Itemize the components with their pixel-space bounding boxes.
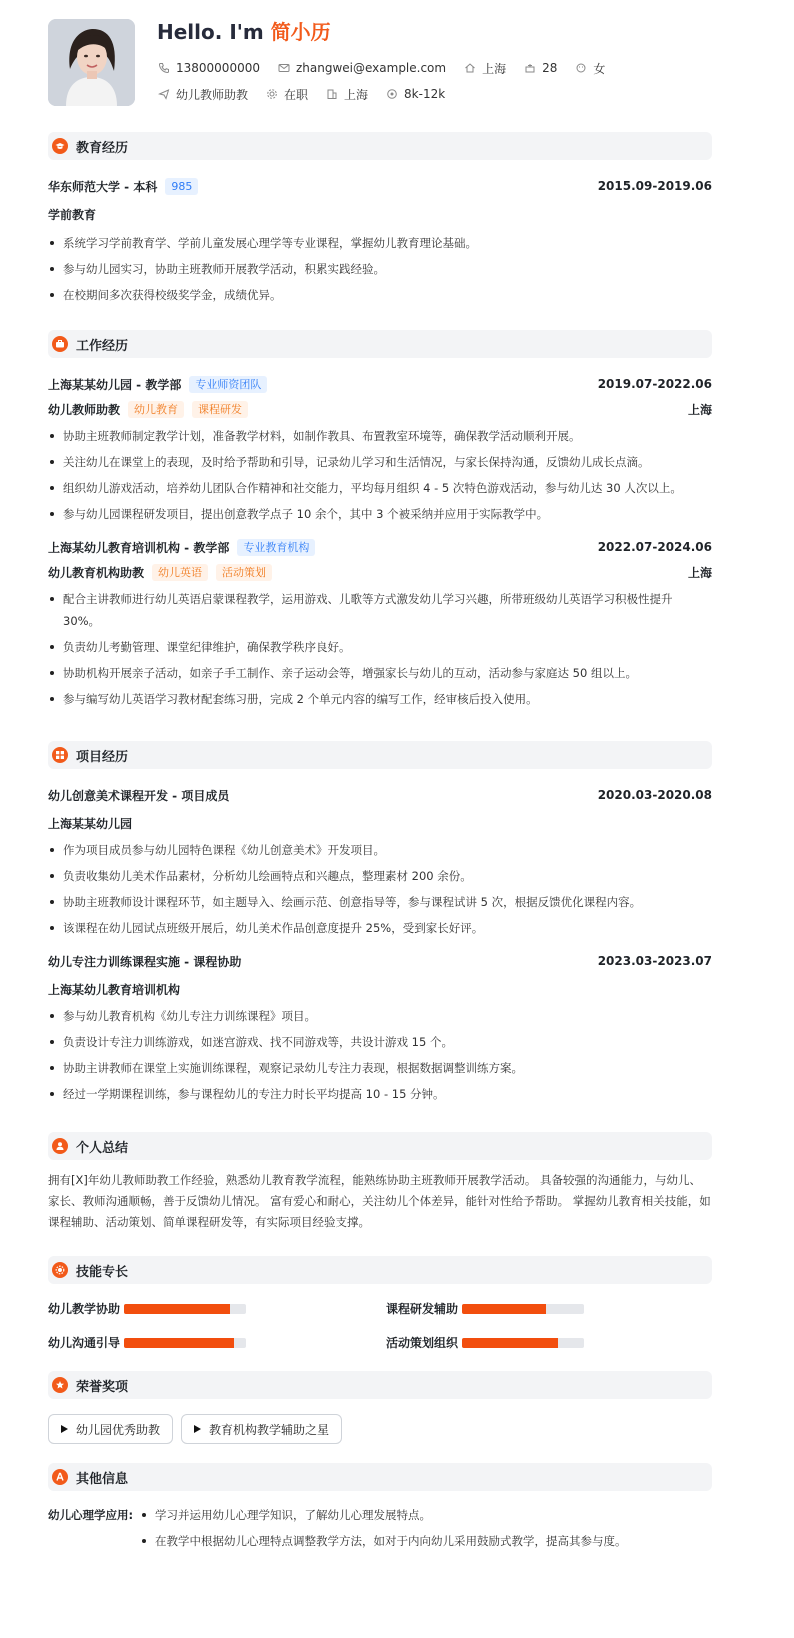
money-icon: [386, 88, 398, 100]
list-item: 协助主班教师设计课程环节，如主题导入、绘画示范、创意指导等，参与课程试讲 5 次，根据反馈优化课程内容。: [48, 891, 712, 913]
phone-icon: [158, 62, 170, 74]
project-org-row: [48, 813, 712, 833]
city-text: 上海: [344, 87, 369, 102]
job-org-row: [48, 537, 712, 557]
salary-info: [386, 87, 445, 101]
awards-header: [48, 1371, 712, 1399]
education-section: [48, 132, 712, 310]
job-org-tag: 专业师资团队: [189, 376, 267, 393]
briefcase-icon: [158, 88, 170, 100]
skill-icon: [52, 1262, 68, 1278]
list-item: 组织幼儿游戏活动，培养幼儿团队合作精神和社交能力，平均每月组织 4 - 5 次特色游戏活动，参与幼儿达 30 人次以上。: [48, 477, 712, 499]
job-tag: 活动策划: [216, 564, 272, 581]
job-org: 上海某幼儿教育培训机构 - 教学部: [48, 540, 230, 555]
award-badge: [48, 1414, 173, 1444]
list-item: 参与幼儿教育机构《幼儿专注力训练课程》项目。: [48, 1005, 712, 1027]
skill-name: 活动策划组织: [386, 1336, 459, 1350]
project-org: 上海某幼儿教育培训机构: [48, 982, 181, 997]
major-row: [48, 204, 712, 224]
section-title: 工作经历: [76, 338, 129, 354]
list-item: 学习并运用幼儿心理学知识，了解幼儿心理发展特点。: [140, 1504, 712, 1526]
home-icon: [464, 62, 476, 74]
list-item: 协助主班教师制定教学计划，准备教学材料，如制作教具、布置教室环境等，确保教学活动顺利开展。: [48, 425, 712, 447]
other-label: 幼儿心理学应用:: [48, 1508, 134, 1522]
mail-icon: [278, 62, 290, 74]
section-title: 技能专长: [76, 1264, 129, 1280]
summary-text: 拥有[X]年幼儿教师助教工作经验，熟悉幼儿教育教学流程，能熟练协助主班教师开展教学活动。 具备较强的沟通能力，与幼儿、家长、教师沟通顺畅，善于反馈幼儿情况。 富有爱心和耐心，关注幼儿个体差异，能针对性给予帮助。 掌握幼儿教育相关技能，如课程辅助、活动策划、简单课程研发等，有实际项目经验支撑。: [48, 1173, 711, 1229]
list-item: 关注幼儿在课堂上的表现，及时给予帮助和引导，记录幼儿学习和生活情况，与家长保持沟通，反馈幼儿成长点滴。: [48, 451, 712, 473]
job-date: 2022.07-2024.06: [597, 540, 712, 554]
work-entry-2: [48, 537, 712, 710]
salary-text: 8k-12k: [404, 87, 446, 101]
job-city: 上海: [687, 402, 712, 417]
avatar: [48, 19, 135, 106]
job-role: 幼儿教师助教: [48, 402, 121, 417]
other-section: [48, 1463, 712, 1556]
other-icon: [52, 1469, 68, 1485]
job-date: 2019.07-2022.06: [597, 377, 712, 391]
skill-bar: [124, 1338, 246, 1348]
award-list: [48, 1414, 712, 1444]
list-item: 协助主讲教师在课堂上实施训练课程，观察记录幼儿专注力表现，根据数据调整训练方案。: [48, 1057, 712, 1079]
skill-item: [386, 1334, 584, 1351]
project-org-row: [48, 979, 712, 999]
job-bullets: [48, 425, 712, 525]
skill-bar: [462, 1304, 584, 1314]
work-header: [48, 330, 712, 358]
graduation-icon: [52, 138, 68, 154]
position-text: 幼儿教师助教: [176, 87, 249, 102]
list-item: 参与幼儿园课程研发项目，提出创意教学点子 10 余个，其中 3 个被采纳并应用于实际教学中。: [48, 503, 712, 525]
list-item: 配合主讲教师进行幼儿英语启蒙课程教学，运用游戏、儿歌等方式激发幼儿学习兴趣，所带班级幼儿英语学习积极性提升 30%。: [48, 588, 712, 632]
skill-bar-fill: [462, 1304, 546, 1314]
project-name: 幼儿创意美术课程开发 - 项目成员: [48, 788, 230, 803]
section-title: 项目经历: [76, 749, 129, 765]
skill-name: 幼儿沟通引导: [48, 1336, 121, 1350]
skill-bar-fill: [462, 1338, 558, 1348]
list-item: 参与编写幼儿英语学习教材配套练习册，完成 2 个单元内容的编写工作，经审核后投入使用。: [48, 688, 712, 710]
play-icon: [61, 1425, 68, 1433]
gear-icon: [266, 88, 278, 100]
project-entry-2: [48, 951, 712, 1105]
phone-info: [158, 61, 260, 75]
candidate-name: 简小历: [270, 20, 331, 44]
project-name-row: [48, 951, 712, 971]
skill-bar: [124, 1304, 246, 1314]
project-bullets: [48, 1005, 712, 1105]
email-info: [278, 61, 446, 75]
job-tag: 幼儿教育: [128, 401, 184, 418]
skill-bar-fill: [124, 1338, 234, 1348]
gender-icon: [575, 62, 587, 74]
status-info: [266, 86, 308, 103]
award-icon: [52, 1377, 68, 1393]
skill-name: 幼儿教学协助: [48, 1302, 121, 1316]
age-icon: [524, 62, 536, 74]
gender-text: 女: [593, 61, 606, 76]
list-item: 在教学中根据幼儿心理特点调整教学方法，如对于内向幼儿采用鼓励式教学，提高其参与度。: [140, 1530, 712, 1552]
location-info: [464, 60, 506, 77]
job-tag: 幼儿英语: [152, 564, 208, 581]
location-text: 上海: [482, 61, 507, 76]
list-item: 参与幼儿园实习，协助主班教师开展教学活动，积累实践经验。: [48, 258, 712, 280]
section-title: 教育经历: [76, 140, 129, 156]
project-bullets: [48, 839, 712, 939]
list-item: 该课程在幼儿园试点班级开展后，幼儿美术作品创意度提升 25%，受到家长好评。: [48, 917, 712, 939]
major-name: 学前教育: [48, 207, 97, 222]
skill-item: [48, 1300, 246, 1317]
other-info-row: [48, 1504, 712, 1552]
contact-row: [158, 59, 623, 77]
greeting-title: [157, 19, 331, 45]
section-title: 其他信息: [76, 1471, 129, 1487]
resume-header: [48, 19, 712, 109]
project-date: 2023.03-2023.07: [597, 954, 712, 968]
award-name: 幼儿园优秀助教: [76, 1422, 161, 1437]
section-title: 个人总结: [76, 1140, 129, 1156]
work-icon: [52, 336, 68, 352]
school-row: [48, 176, 712, 196]
list-item: 系统学习学前教育学、学前儿童发展心理学等专业课程，掌握幼儿教育理论基础。: [48, 232, 712, 254]
project-name: 幼儿专注力训练课程实施 - 课程协助: [48, 954, 242, 969]
list-item: 负责收集幼儿美术作品素材，分析幼儿绘画特点和兴趣点，整理素材 200 余份。: [48, 865, 712, 887]
phone-text: 13800000000: [176, 61, 260, 75]
project-org: 上海某某幼儿园: [48, 816, 133, 831]
job-city: 上海: [687, 565, 712, 580]
skill-name: 课程研发辅助: [386, 1302, 459, 1316]
job-role: 幼儿教育机构助教: [48, 565, 145, 580]
avatar-portrait-icon: [48, 19, 135, 106]
award-badge: [181, 1414, 342, 1444]
skill-item: [48, 1334, 246, 1351]
education-date: 2015.09-2019.06: [597, 179, 712, 193]
email-text: zhangwei@example.com: [295, 61, 447, 75]
skills-header: [48, 1256, 712, 1284]
building-icon: [326, 88, 338, 100]
job-intent-row: [158, 85, 463, 103]
project-date: 2020.03-2020.08: [597, 788, 712, 802]
status-text: 在职: [284, 87, 309, 102]
job-org: 上海某某幼儿园 - 教学部: [48, 377, 182, 392]
position-info: [158, 86, 248, 103]
list-item: 协助机构开展亲子活动，如亲子手工制作、亲子运动会等，增强家长与幼儿的互动，活动参与家庭达 50 组以上。: [48, 662, 712, 684]
job-bullets: [48, 588, 712, 710]
job-role-row: [48, 399, 712, 419]
summary-section: [48, 1132, 712, 1233]
work-section: [48, 330, 712, 714]
school-tag: 985: [165, 178, 198, 195]
job-role-row: [48, 562, 712, 582]
project-header: [48, 741, 712, 769]
greeting-text: Hello. I'm: [157, 20, 264, 44]
list-item: 负责设计专注力训练游戏，如迷宫游戏、找不同游戏等，共设计游戏 15 个。: [48, 1031, 712, 1053]
list-item: 作为项目成员参与幼儿园特色课程《幼儿创意美术》开发项目。: [48, 839, 712, 861]
list-item: 负责幼儿考勤管理、课堂纪律维护，确保教学秩序良好。: [48, 636, 712, 658]
award-name: 教育机构教学辅助之星: [209, 1422, 330, 1437]
skill-bar-fill: [124, 1304, 230, 1314]
skill-item: [386, 1300, 584, 1317]
job-org-tag: 专业教育机构: [237, 539, 315, 556]
play-icon: [194, 1425, 201, 1433]
skills-section: [48, 1256, 712, 1356]
project-icon: [52, 747, 68, 763]
school-name: 华东师范大学 - 本科: [48, 179, 158, 194]
age-text: 28: [542, 61, 558, 75]
gender-info: [575, 60, 605, 77]
other-bullets: [140, 1504, 712, 1552]
education-bullets: [48, 232, 712, 306]
education-header: [48, 132, 712, 160]
awards-section: [48, 1371, 712, 1444]
job-tag: 课程研发: [192, 401, 248, 418]
project-entry-1: [48, 785, 712, 939]
user-icon: [52, 1138, 68, 1154]
city-info: [326, 86, 368, 103]
summary-header: [48, 1132, 712, 1160]
project-name-row: [48, 785, 712, 805]
age-info: [524, 61, 557, 75]
work-entry-1: [48, 374, 712, 525]
other-header: [48, 1463, 712, 1491]
list-item: 在校期间多次获得校级奖学金，成绩优异。: [48, 284, 712, 306]
section-title: 荣誉奖项: [76, 1379, 129, 1395]
list-item: 经过一学期课程训练，参与课程幼儿的专注力时长平均提高 10 - 15 分钟。: [48, 1083, 712, 1105]
skill-bar: [462, 1338, 584, 1348]
project-section: [48, 741, 712, 1109]
job-org-row: [48, 374, 712, 394]
